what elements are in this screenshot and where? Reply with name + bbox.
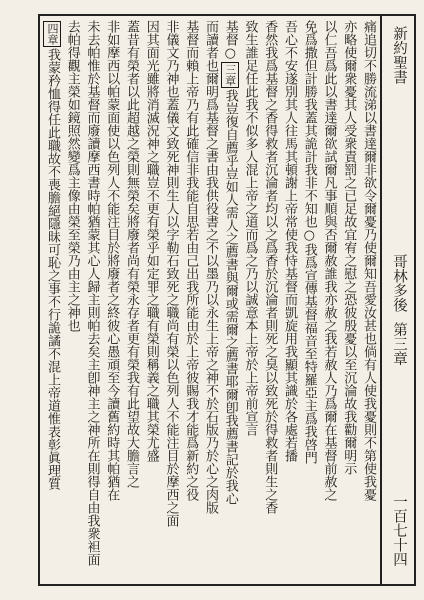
column-text: 亦略使爾衆憂其人受衆責罰之已足故宜宥之慰之恐彼殷憂以至沉淪故我勸爾明示 xyxy=(341,20,357,475)
column-text: 吾心不安遂別其人往馬其頓謝上帝常使我恃基督而凱旋用我顯其識於各處若播 xyxy=(282,20,297,462)
column-text: 致生誰足任此我不似多人混上帝之道而爲之乃以誠意本上帝於上帝前宣言 xyxy=(242,20,258,436)
chapter-marker: 三章 xyxy=(221,62,239,88)
column-text: 因其面光雖將消滅況神之職豈不更有榮乎如定罪之職有榮則稱義之職其榮尤盛 xyxy=(143,20,159,462)
text-column xyxy=(319,20,339,582)
column-text: 我蒙矜恤得任此職故不喪膽絕隱昧可恥之事不行詭譎不混上帝道惟表彰眞理質 xyxy=(45,48,60,490)
column-text: 以仁吾爲此以書達爾欲試爾凡事順與否爾赦誰我亦赦之我若赦人乃爲爾在基督前赦之 xyxy=(321,20,337,501)
text-column xyxy=(82,20,102,582)
text-column xyxy=(161,20,181,582)
text-column xyxy=(200,20,220,582)
text-column xyxy=(279,20,299,582)
text-column xyxy=(102,20,122,582)
text-column xyxy=(299,20,319,582)
text-column xyxy=(220,20,240,582)
column-text: 免爲撒但計勝我蓋其詭計我非不知也○我爲宣傳基督福音至特羅亞主爲我啓門 xyxy=(301,20,317,464)
column-text: 香然我爲基督之香得救者沉淪者均以之爲香於沉淪者則死之臭以致死於得救者則生之香 xyxy=(262,20,278,514)
column-text: 我豈復自薦乎豈如人需人之薦書與爾或需爾之薦書耶爾卽我薦書記於我心 xyxy=(222,89,238,505)
chapter-label: 第三章 xyxy=(391,322,407,366)
page-number: 一百七十四 xyxy=(391,494,407,567)
column-text: 未去帕惟於基督而廢讀摩西書時帕猶蒙其心人歸主則帕去矣主卽神主之神所在則得自由我衆袒面 xyxy=(84,20,100,566)
column-text: 非如摩西以帕蒙面使以色列人不能注目於將廢者之終彼心愚頑至今讀舊約時其帕猶在 xyxy=(104,20,120,501)
text-column xyxy=(141,20,161,582)
column-prefix: 基督○ xyxy=(222,20,238,61)
text-column xyxy=(240,20,260,582)
header-divider xyxy=(380,14,382,586)
text-column xyxy=(62,20,82,582)
text-column xyxy=(260,20,280,582)
epistle-title: 哥林多後 xyxy=(391,254,407,312)
text-column xyxy=(339,20,359,582)
text-column xyxy=(121,20,141,582)
running-header xyxy=(384,16,414,584)
column-text: 去帕得觀主榮如鏡照然變爲主像由榮至榮乃由主之神也 xyxy=(64,20,80,332)
column-text: 而讀者也爾明爲基督之書由我供役書之不以墨乃以永生上帝之神不於石版乃於心之肉版 xyxy=(203,20,218,514)
text-column xyxy=(358,20,378,582)
body-text xyxy=(42,20,378,582)
book-title: 新約聖書 xyxy=(391,26,407,84)
chapter-marker: 四章 xyxy=(43,21,61,47)
column-text: 非儀文乃神也蓋儀文致死神則生人以字勒石致死之職尚有榮以色列人不能注目於摩西之面 xyxy=(163,20,179,527)
text-column xyxy=(42,20,62,582)
column-text: 蓋昔有榮者以此超越之榮則無榮矣將廢者尚有榮永存者更有榮我有此望故大膽言之 xyxy=(124,20,139,488)
column-text: 基督而賴上帝乃有此確信非我能自思若由己出我所能由於上帝彼賜我才能爲新約之役 xyxy=(183,20,199,501)
column-text: 痛追切不勝流涕以書達爾非欲令爾憂乃使爾知吾愛汝甚也倘有人使我憂則不第使我憂 xyxy=(361,20,376,501)
text-column xyxy=(181,20,201,582)
